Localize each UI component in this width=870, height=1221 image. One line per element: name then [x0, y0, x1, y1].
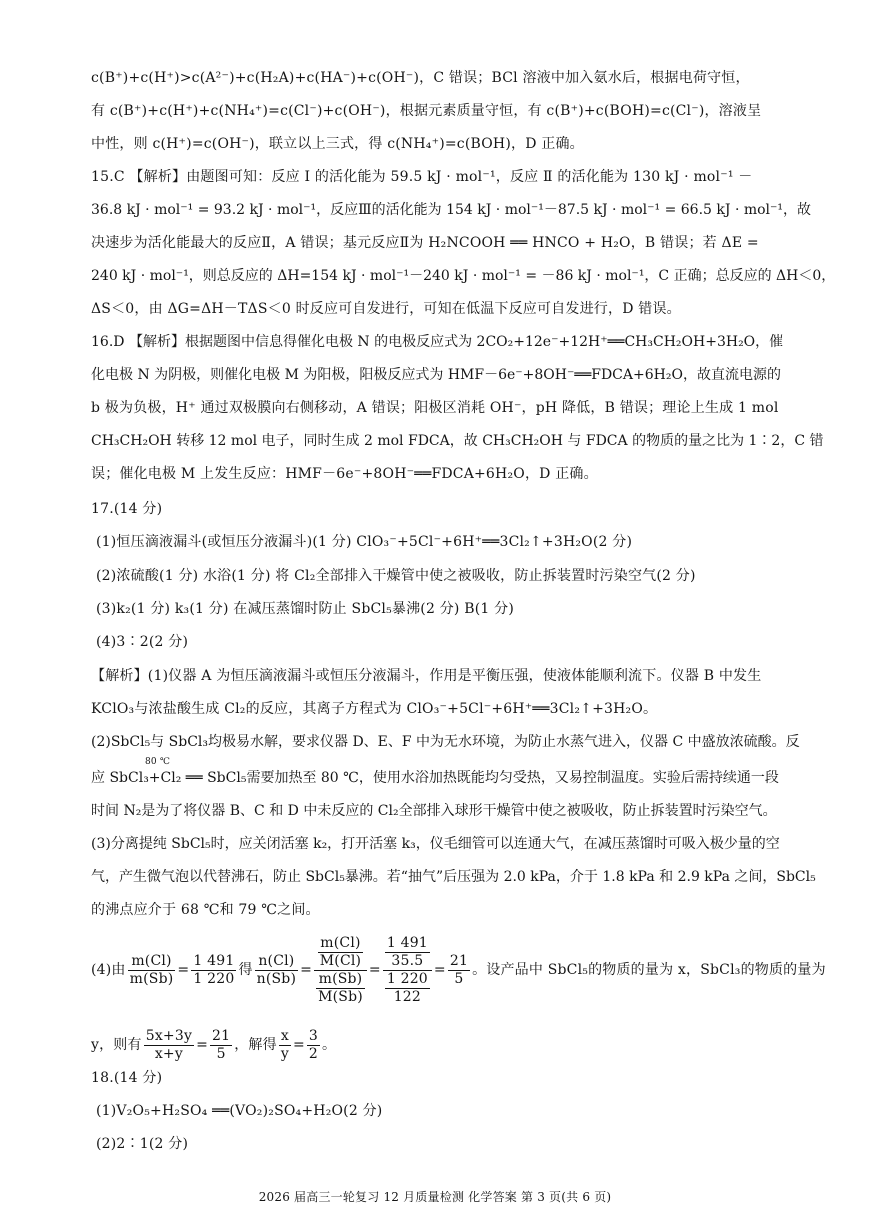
equals-sign: =: [368, 961, 381, 978]
fraction-answer: [307, 1028, 320, 1063]
text-line: KClO₃与浓盐酸生成 Cl₂的反应，其离子方程式为 ClO₃⁻+5Cl⁻+6H⁺══3Cl₂↑+3H₂O。: [91, 701, 658, 717]
q17-answer-4: (4)3∶2(2 分): [96, 634, 189, 650]
analysis-line: 【解析】(1)仪器 A 为恒压滴液漏斗或恒压分液漏斗，作用是平衡压强，使液体能顺利流下。仪器 B 中发生: [91, 668, 762, 684]
fraction-x-over-y: [279, 1028, 291, 1063]
fraction-mass-ratio: [128, 953, 176, 988]
numerator: 21: [212, 1027, 231, 1044]
item4b-post: 。: [322, 1036, 337, 1053]
text-line: c(B⁺)+c(H⁺)>c(A²⁻)+c(H₂A)+c(HA⁻)+c(OH⁻)，C 错误；BCl 溶液中加入氨水后，根据电荷守恒，: [91, 70, 750, 86]
compound-fraction-symbols: [314, 935, 367, 1006]
equals-sign: =: [177, 961, 190, 978]
numerator: x: [280, 1027, 289, 1044]
compound-numerator: [383, 935, 432, 971]
denominator: x+y: [154, 1045, 183, 1062]
denominator: m(Sb): [129, 970, 174, 987]
denominator: M(Cl): [319, 952, 362, 969]
text-line: 决速步为活化能最大的反应Ⅱ，A 错误；基元反应Ⅱ为 H₂NCOOH ══ HNCO + H₂O，B 错误；若 ΔE =: [91, 235, 759, 251]
q18-answer-1: (1)V₂O₅+H₂SO₄ ══(VO₂)₂SO₄+H₂O(2 分): [96, 1103, 383, 1119]
numerator: m(Sb): [316, 971, 365, 989]
equals-sign: =: [300, 961, 313, 978]
q17-answer-2: (2)浓硫酸(1 分) 水浴(1 分) 将 Cl₂全部排入干燥管中使之被吸收，防止拆装置时污染空气(2 分): [96, 568, 696, 584]
text-line: 化电极 N 为阴极，则催化电极 M 为阳极，阳极反应式为 HMF－6e⁻+8OH⁻══FDCA+6H₂O，故直流电源的: [91, 367, 781, 383]
compound-denominator: [383, 971, 432, 1006]
text-line: 有 c(B⁺)+c(H⁺)+c(NH₄⁺)=c(Cl⁻)+c(OH⁻)，根据元素质量守恒，有 c(B⁺)+c(BOH)=c(Cl⁻)，溶液呈: [91, 103, 762, 119]
equals-sign: =: [292, 1036, 305, 1053]
numerator: 1 220: [386, 970, 428, 987]
item4-pre: (4)由: [91, 961, 126, 978]
numerator: 1 491: [386, 934, 428, 951]
numerator: m(Cl): [128, 953, 176, 971]
equals-sign: =: [433, 961, 446, 978]
fraction-mass-values: [191, 953, 236, 988]
text-line: (2)SbCl₅与 SbCl₃均极易水解，要求仪器 D、E、F 中为无水环境，为防止水蒸气进入，仪器 C 中盛放浓硫酸。反: [91, 734, 800, 750]
q18-heading: 18.(14 分): [91, 1070, 163, 1086]
fraction-xy-expression: [144, 1028, 194, 1063]
denominator: y: [280, 1045, 289, 1062]
denominator: 5: [454, 970, 464, 987]
q17-answer-1: (1)恒压滴液漏斗(或恒压分液漏斗)(1 分) ClO₃⁻+5Cl⁻+6H⁺══3Cl₂↑+3H₂O(2 分): [96, 534, 633, 550]
item4-post: 。设产品中 SbCl₅的物质的量为 x，SbCl₃的物质的量为: [472, 961, 826, 978]
numerator: n(Cl): [255, 953, 299, 971]
text-line: 气，产生微气泡以代替沸石，防止 SbCl₅暴沸。若“抽气”后压强为 2.0 kPa，介于 1.8 kPa 和 2.9 kPa 之间，SbCl₅: [91, 869, 816, 885]
denominator: n(Sb): [256, 970, 297, 987]
text-line: 的沸点应介于 68 ℃和 79 ℃之间。: [91, 902, 320, 918]
inner-fraction: [318, 935, 363, 970]
numerator: 5x+3y: [145, 1027, 193, 1044]
denominator: 5: [216, 1045, 226, 1062]
denominator: 2: [308, 1045, 318, 1062]
q18-answer-2: (2)2∶1(2 分): [96, 1136, 189, 1152]
text-line: b 极为负极，H⁺ 通过双极膜向右侧移动，A 错误；阳极区消耗 OH⁻，pH 降低，B 错误；理论上生成 1 mol: [91, 400, 779, 416]
fraction-result: [210, 1028, 232, 1063]
equals-sign: =: [196, 1036, 209, 1053]
numerator: 3: [308, 1027, 318, 1044]
text-line: CH₃CH₂OH 转移 12 mol 电子，同时生成 2 mol FDCA，故 CH₃CH₂OH 与 FDCA 的物质的量之比为 1∶2，C 错: [91, 433, 824, 449]
denominator: 122: [393, 988, 422, 1005]
text-line: 误；催化电极 M 上发生反应：HMF－6e⁻+8OH⁻══FDCA+6H₂O，D 正确。: [91, 466, 598, 482]
compound-fraction-values: [383, 935, 432, 1006]
q16-line: 16.D 【解析】根据题图中信息得催化电极 N 的电极反应式为 2CO₂+12e⁻+12H⁺══CH₃CH₂OH+3H₂O，催: [91, 334, 784, 350]
denominator: M(Sb): [318, 988, 363, 1005]
item4-de: 得: [238, 961, 253, 978]
fraction-mole-ratio: [255, 953, 299, 988]
q17-answer-3: (3)k₂(1 分) k₃(1 分) 在减压蒸馏时防止 SbCl₅暴沸(2 分) B(1 分): [96, 601, 514, 617]
numerator: 1 491: [193, 952, 235, 969]
item4-formula: [91, 925, 826, 1015]
denominator: 1 220: [193, 970, 235, 987]
text-line: 中性，则 c(H⁺)=c(OH⁻)，联立以上三式，得 c(NH₄⁺)=c(BOH)，D 正确。: [91, 136, 584, 152]
numerator: m(Cl): [318, 935, 363, 953]
inner-fraction: [385, 971, 430, 1006]
compound-denominator: [314, 971, 367, 1006]
text-line: 36.8 kJ · mol⁻¹ = 93.2 kJ · mol⁻¹，反应Ⅲ的活化能为 154 kJ · mol⁻¹－87.5 kJ · mol⁻¹ = 66.5 kJ · mol⁻¹，故: [91, 202, 812, 218]
page-footer: 2026 届高三一轮复习 12 月质量检测 化学答案 第 3 页(共 6 页): [258, 1190, 612, 1204]
inner-fraction: [316, 971, 365, 1006]
item4b-pre: y，则有: [91, 1036, 142, 1053]
q17-heading: 17.(14 分): [91, 501, 163, 517]
q15-line: 15.C 【解析】由题图可知：反应 Ⅰ 的活化能为 59.5 kJ · mol⁻¹，反应 Ⅱ 的活化能为 130 kJ · mol⁻¹ －: [91, 169, 753, 185]
text-line: 240 kJ · mol⁻¹，则总反应的 ΔH=154 kJ · mol⁻¹－240 kJ · mol⁻¹ = －86 kJ · mol⁻¹，C 正确；总反应的 ΔH＜0，: [91, 268, 836, 284]
numerator: 21: [449, 952, 469, 969]
item4-equation: [91, 1025, 336, 1065]
compound-numerator: [314, 935, 367, 971]
text-line: ΔS＜0，由 ΔG=ΔH－TΔS＜0 时反应可自发进行，可知在低温下反应可自发进行，D 错误。: [91, 301, 681, 317]
inner-fraction: [385, 935, 430, 970]
text-line: 应 SbCl₃+Cl₂ ══ SbCl₅需要加热至 80 ℃，使用水浴加热既能均匀受热，又易控制温度。实验后需持续通一段: [91, 770, 779, 786]
text-line: (3)分离提纯 SbCl₅时，应关闭活塞 k₂，打开活塞 k₃，仪毛细管可以连通大气，在减压蒸馏时可吸入极少量的空: [91, 836, 780, 852]
denominator: 35.5: [391, 952, 424, 969]
reaction-condition: 80 ℃: [145, 757, 171, 767]
item4b-mid: ，解得: [234, 1036, 277, 1053]
text-line: 时间 N₂是为了将仪器 B、C 和 D 中未反应的 Cl₂全部排入球形干燥管中使之被吸收，防止拆装置时污染空气。: [91, 803, 777, 819]
fraction-result: [448, 953, 470, 988]
